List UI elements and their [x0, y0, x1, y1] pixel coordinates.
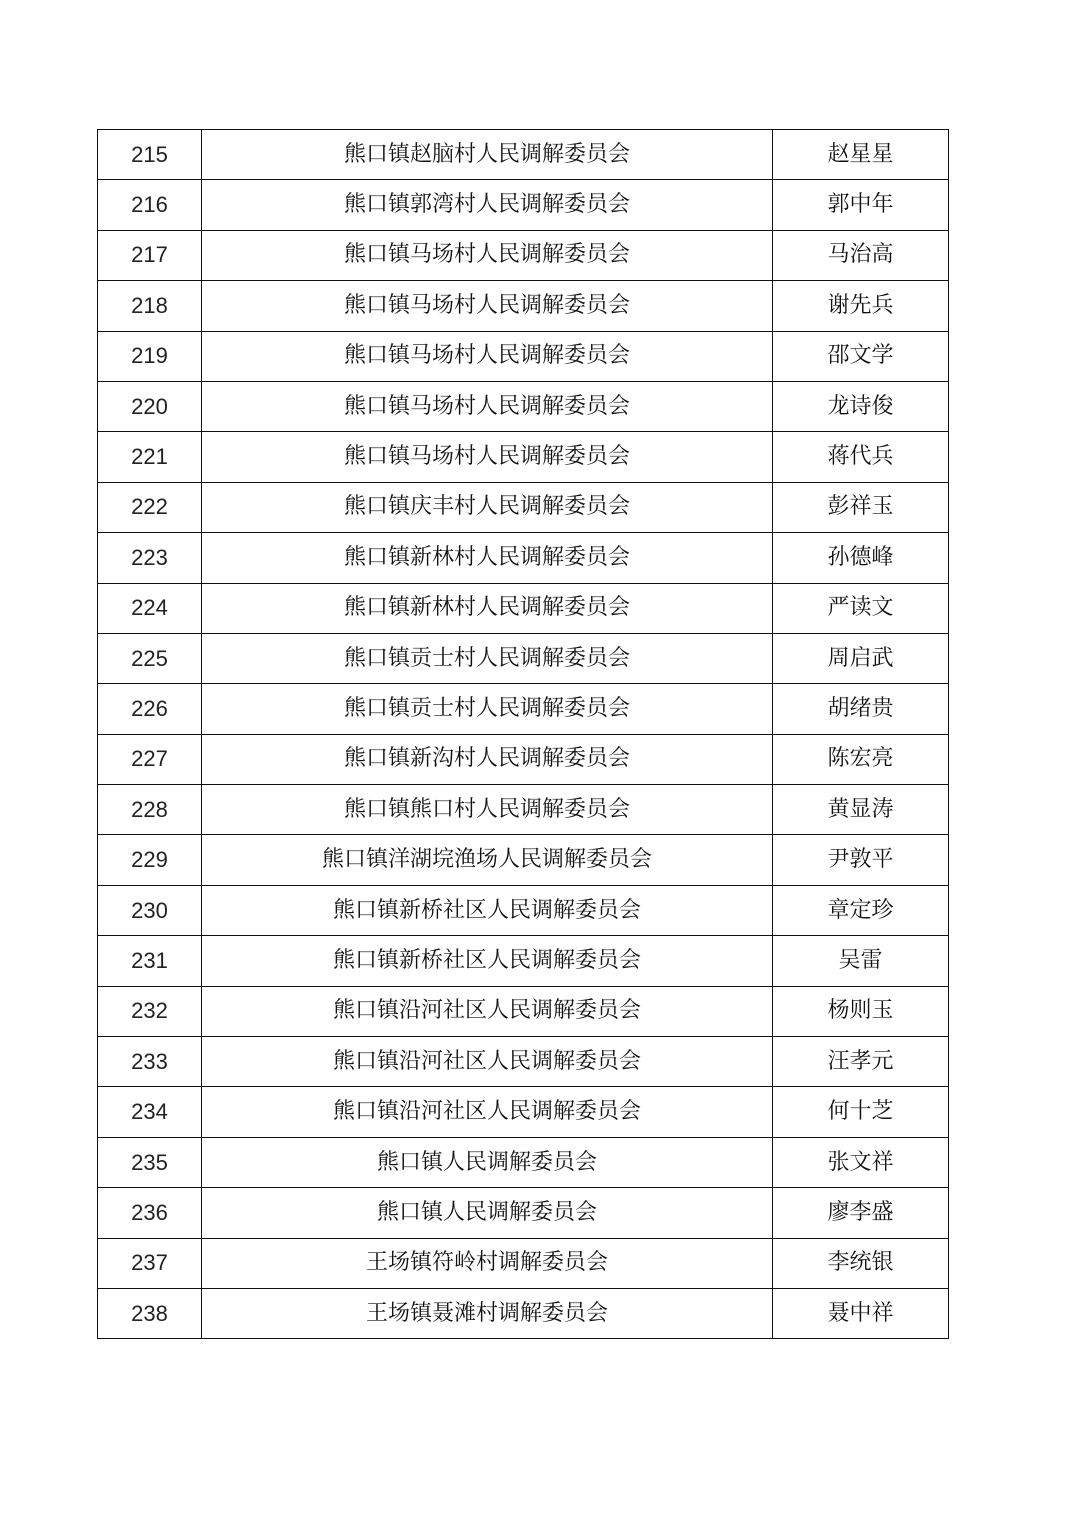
mediator-name-cell: 严读文 [773, 583, 949, 633]
organization-cell: 王场镇聂滩村调解委员会 [202, 1288, 773, 1338]
table-row [98, 230, 949, 280]
row-number-cell: 237 [98, 1238, 202, 1288]
row-number-cell: 236 [98, 1188, 202, 1238]
mediator-name-cell: 周启武 [773, 633, 949, 683]
organization-cell: 熊口镇马场村人民调解委员会 [202, 381, 773, 431]
organization-cell: 熊口镇新林村人民调解委员会 [202, 583, 773, 633]
organization-cell: 熊口镇人民调解委员会 [202, 1188, 773, 1238]
mediator-name-cell: 章定珍 [773, 885, 949, 935]
mediator-name-cell: 赵星星 [773, 130, 949, 180]
table-row [98, 331, 949, 381]
row-number-cell: 224 [98, 583, 202, 633]
table-row [98, 1087, 949, 1137]
mediator-name-cell: 陈宏亮 [773, 734, 949, 784]
table-row [98, 583, 949, 633]
table-row [98, 835, 949, 885]
organization-cell: 熊口镇沿河社区人民调解委员会 [202, 986, 773, 1036]
table-row [98, 936, 949, 986]
row-number-cell: 218 [98, 281, 202, 331]
row-number-cell: 238 [98, 1288, 202, 1338]
table-row [98, 281, 949, 331]
row-number-cell: 221 [98, 432, 202, 482]
organization-cell: 熊口镇赵脑村人民调解委员会 [202, 130, 773, 180]
table-row [98, 684, 949, 734]
row-number-cell: 235 [98, 1137, 202, 1187]
row-number-cell: 225 [98, 633, 202, 683]
organization-cell: 熊口镇沿河社区人民调解委员会 [202, 1037, 773, 1087]
table-row [98, 130, 949, 180]
row-number-cell: 229 [98, 835, 202, 885]
table-row [98, 482, 949, 532]
table-row [98, 180, 949, 230]
row-number-cell: 215 [98, 130, 202, 180]
organization-cell: 熊口镇贡士村人民调解委员会 [202, 684, 773, 734]
roster-body [98, 130, 949, 1339]
organization-cell: 熊口镇洋湖垸渔场人民调解委员会 [202, 835, 773, 885]
mediator-name-cell: 汪孝元 [773, 1037, 949, 1087]
mediator-name-cell: 黄显涛 [773, 785, 949, 835]
organization-cell: 熊口镇庆丰村人民调解委员会 [202, 482, 773, 532]
organization-cell: 王场镇符岭村调解委员会 [202, 1238, 773, 1288]
table-row [98, 785, 949, 835]
mediator-name-cell: 尹敦平 [773, 835, 949, 885]
organization-cell: 熊口镇新桥社区人民调解委员会 [202, 936, 773, 986]
mediator-name-cell: 胡绪贵 [773, 684, 949, 734]
organization-cell: 熊口镇马场村人民调解委员会 [202, 432, 773, 482]
mediator-name-cell: 龙诗俊 [773, 381, 949, 431]
row-number-cell: 233 [98, 1037, 202, 1087]
table-row [98, 633, 949, 683]
mediator-name-cell: 郭中年 [773, 180, 949, 230]
mediator-name-cell: 邵文学 [773, 331, 949, 381]
mediator-name-cell: 孙德峰 [773, 533, 949, 583]
row-number-cell: 222 [98, 482, 202, 532]
row-number-cell: 232 [98, 986, 202, 1036]
row-number-cell: 226 [98, 684, 202, 734]
mediator-name-cell: 聂中祥 [773, 1288, 949, 1338]
mediator-roster-table [97, 129, 949, 1339]
mediator-name-cell: 张文祥 [773, 1137, 949, 1187]
table-row [98, 432, 949, 482]
mediator-name-cell: 马治高 [773, 230, 949, 280]
table-row [98, 734, 949, 784]
organization-cell: 熊口镇马场村人民调解委员会 [202, 281, 773, 331]
organization-cell: 熊口镇马场村人民调解委员会 [202, 230, 773, 280]
row-number-cell: 223 [98, 533, 202, 583]
mediator-name-cell: 彭祥玉 [773, 482, 949, 532]
row-number-cell: 234 [98, 1087, 202, 1137]
row-number-cell: 219 [98, 331, 202, 381]
row-number-cell: 231 [98, 936, 202, 986]
organization-cell: 熊口镇人民调解委员会 [202, 1137, 773, 1187]
organization-cell: 熊口镇熊口村人民调解委员会 [202, 785, 773, 835]
mediator-name-cell: 吴雷 [773, 936, 949, 986]
organization-cell: 熊口镇新桥社区人民调解委员会 [202, 885, 773, 935]
row-number-cell: 220 [98, 381, 202, 431]
table-row [98, 1188, 949, 1238]
table-row [98, 533, 949, 583]
table-row [98, 1037, 949, 1087]
mediator-name-cell: 李统银 [773, 1238, 949, 1288]
organization-cell: 熊口镇贡士村人民调解委员会 [202, 633, 773, 683]
mediator-name-cell: 廖李盛 [773, 1188, 949, 1238]
organization-cell: 熊口镇沿河社区人民调解委员会 [202, 1087, 773, 1137]
row-number-cell: 216 [98, 180, 202, 230]
table-row [98, 986, 949, 1036]
mediator-name-cell: 何十芝 [773, 1087, 949, 1137]
table-row [98, 381, 949, 431]
row-number-cell: 228 [98, 785, 202, 835]
row-number-cell: 227 [98, 734, 202, 784]
table-row [98, 1137, 949, 1187]
row-number-cell: 230 [98, 885, 202, 935]
mediator-name-cell: 谢先兵 [773, 281, 949, 331]
organization-cell: 熊口镇郭湾村人民调解委员会 [202, 180, 773, 230]
mediator-name-cell: 蒋代兵 [773, 432, 949, 482]
row-number-cell: 217 [98, 230, 202, 280]
table-row [98, 1238, 949, 1288]
table-row [98, 1288, 949, 1338]
table-row [98, 885, 949, 935]
mediator-name-cell: 杨则玉 [773, 986, 949, 1036]
organization-cell: 熊口镇马场村人民调解委员会 [202, 331, 773, 381]
organization-cell: 熊口镇新沟村人民调解委员会 [202, 734, 773, 784]
organization-cell: 熊口镇新林村人民调解委员会 [202, 533, 773, 583]
